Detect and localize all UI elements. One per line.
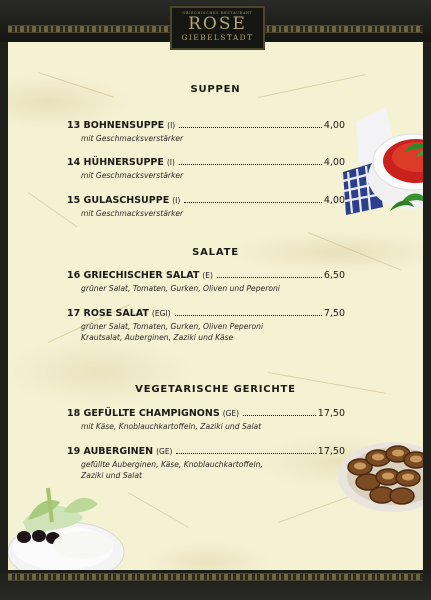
item-description: mit Geschmacksverstärker [81, 171, 184, 180]
item-name: 16 GRIECHISCHER SALAT [67, 270, 200, 281]
item-price: 17,50 [317, 446, 345, 457]
item-name: 18 GEFÜLLTE CHAMPIGNONS [67, 408, 220, 419]
menu-item [67, 157, 345, 181]
item-description: mit Geschmacksverstärker [81, 134, 184, 143]
logo-place: GIEBELSTADT [181, 33, 254, 42]
logo-subtitle: GRIECHISCHES RESTAURANT [182, 11, 253, 15]
item-code: (I) [166, 158, 175, 167]
menu-item [67, 446, 345, 481]
item-name: 14 HÜHNERSUPPE [67, 157, 164, 168]
tzatziki-image [8, 482, 126, 570]
grilled-eggplant-image [338, 422, 423, 517]
item-code: (I) [167, 121, 176, 130]
item-description: Zaziki und Salat [81, 471, 142, 480]
item-code: (EGI) [151, 309, 171, 318]
item-name: 13 BOHNENSUPPE [67, 120, 165, 131]
item-price: 4,00 [323, 157, 345, 168]
item-description: gefüllte Auberginen, Käse, Knoblauchkartoffeln, [81, 460, 263, 469]
menu-item [67, 120, 345, 144]
tomato-soup-image [338, 77, 423, 217]
dot-leader [179, 164, 322, 165]
logo-name: ROSE [188, 14, 247, 34]
menu-item [67, 308, 345, 343]
section-title-suppen: SUPPEN [190, 84, 241, 95]
section-title-salate: SALATE [192, 247, 239, 258]
item-price: 17,50 [317, 408, 345, 419]
item-code: (GE) [156, 447, 173, 456]
item-price: 4,00 [323, 195, 345, 206]
bottom-meander-border [8, 573, 423, 581]
menu-page [8, 42, 423, 570]
section-title-vegetarische-gerichte: VEGETARISCHE GERICHTE [135, 384, 296, 395]
restaurant-logo [170, 6, 265, 50]
item-price: 6,50 [323, 270, 345, 281]
item-price: 4,00 [323, 120, 345, 131]
item-code: (E) [202, 271, 213, 280]
item-description: grüner Salat, Tomaten, Gurken, Oliven und Peperoni [81, 284, 280, 293]
dot-leader [175, 315, 322, 316]
item-description: mit Geschmacksverstärker [81, 209, 184, 218]
dot-leader [184, 202, 322, 203]
dot-leader [243, 415, 316, 416]
item-description: mit Käse, Knoblauchkartoffeln, Zaziki und Salat [81, 422, 262, 431]
item-name: 15 GULASCHSUPPE [67, 195, 170, 206]
menu-item [67, 270, 345, 294]
item-code: (GE) [222, 409, 240, 418]
dot-leader [176, 453, 315, 454]
dot-leader [179, 127, 322, 128]
dot-leader [217, 277, 322, 278]
item-price: 7,50 [323, 308, 345, 319]
item-description: grüner Salat, Tomaten, Gurken, Oliven Peperoni [81, 322, 264, 331]
item-description: Krautsalat, Auberginen, Zaziki und Käse [81, 333, 234, 342]
item-code: (I) [172, 196, 181, 205]
menu-item [67, 195, 345, 219]
item-name: 19 AUBERGINEN [67, 446, 154, 457]
item-name: 17 ROSE SALAT [67, 308, 149, 319]
menu-item [67, 408, 345, 432]
